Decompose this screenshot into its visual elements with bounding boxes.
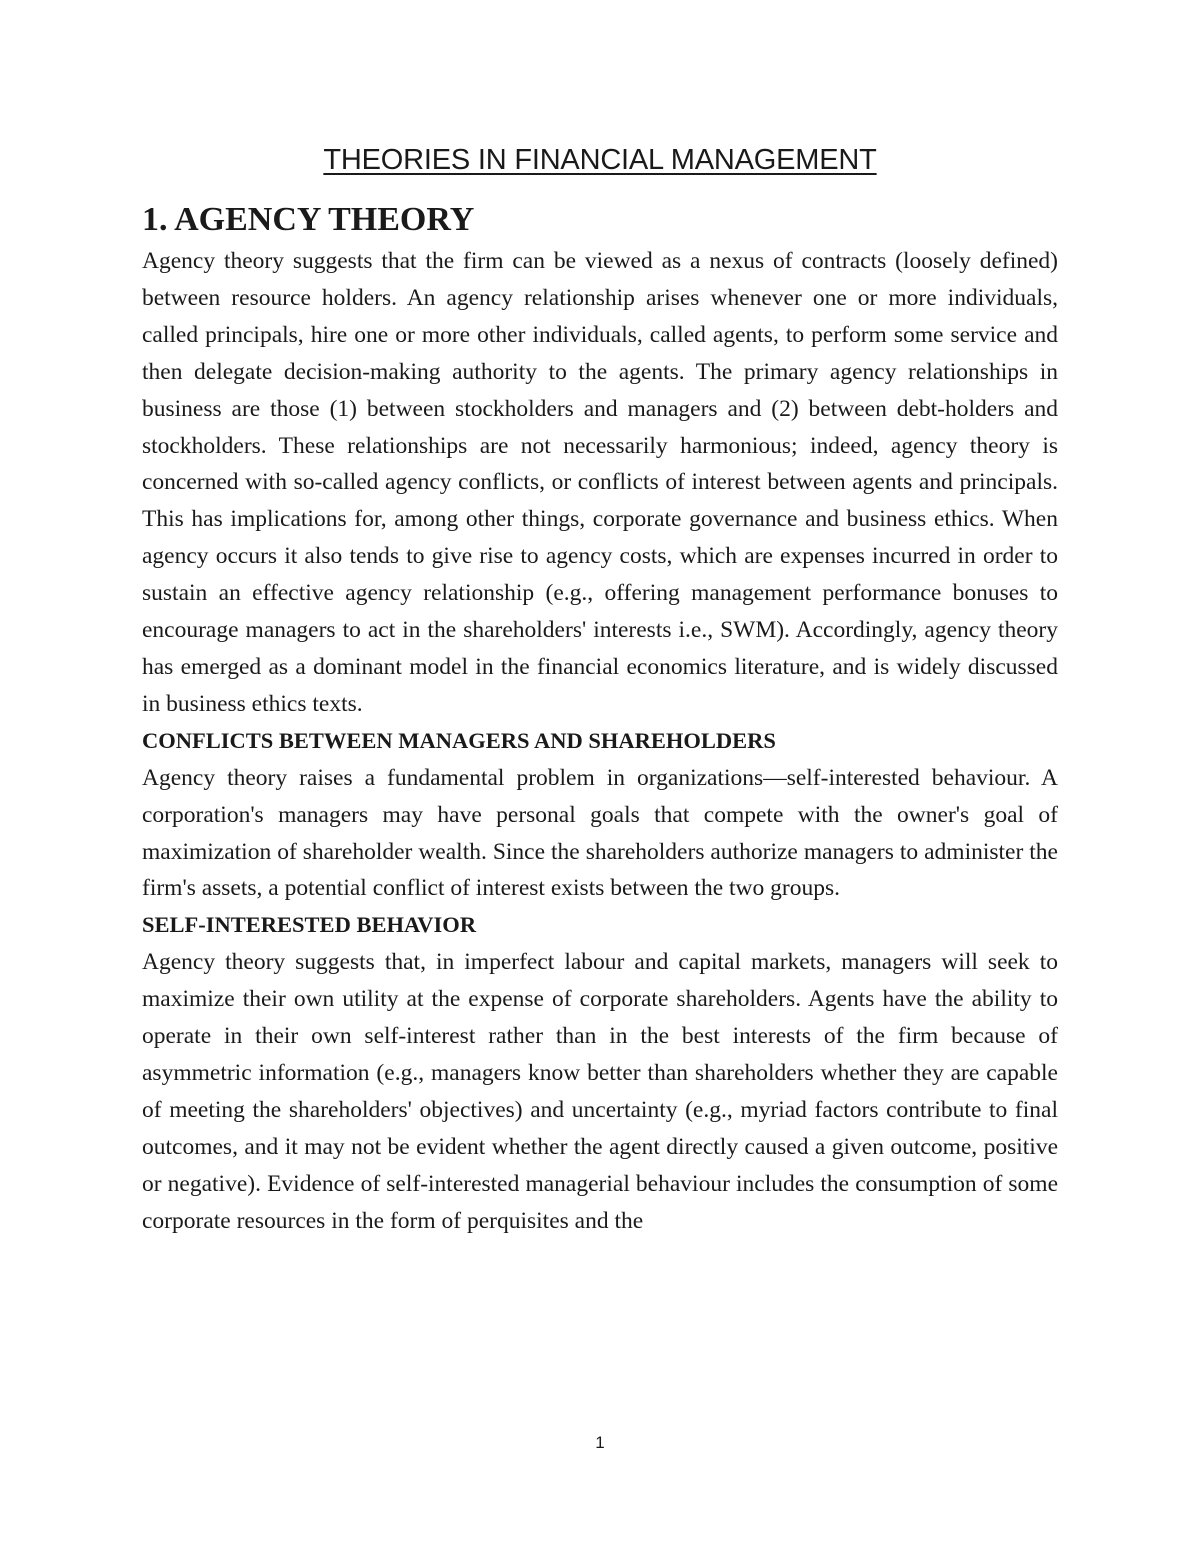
- page-number: 1: [595, 1433, 605, 1452]
- paragraph-agency-theory: Agency theory suggests that the firm can be viewed as a nexus of contracts (loosely defined) between resource holders. An agency relationship arises whenever one or more individuals, called principals, hire one or more other individuals, called agents, to perform some service and then delegate decision-making authority to the agents. The primary agency relationships in business are those (1) between stockholders and managers and (2) between debt-holders and stockholders. These relationships are not necessarily harmonious; indeed, agency theory is concerned with so-called agency conflicts, or conflicts of interest between agents and principals. This has implications for, among other things, corporate governance and business ethics. When agency occurs it also tends to give rise to agency costs, which are expenses incurred in order to sustain an effective agency relationship (e.g., offering management performance bonuses to encourage managers to act in the shareholders' interests i.e., SWM). Accordingly, agency theory has emerged as a dominant model in the financial economics literature, and is widely discussed in business ethics texts.: [142, 248, 1058, 717]
- document-title: THEORIES IN FINANCIAL MANAGEMENT: [323, 144, 877, 176]
- paragraph-conflicts: Agency theory raises a fundamental problem in organizations—self-interested behaviour. A corporation's managers may have personal goals that compete with the owner's goal of maximization of shareholder wealth. Since the shareholders authorize managers to administer the firm's assets, a potential conflict of interest exists between the two groups.: [142, 764, 1058, 902]
- section-heading-agency-theory: 1. AGENCY THEORY: [142, 201, 475, 238]
- section-heading-self-interested-behavior: SELF-INTERESTED BEHAVIOR: [142, 912, 477, 938]
- document-body: [142, 198, 1058, 1239]
- section-heading-conflicts: CONFLICTS BETWEEN MANAGERS AND SHAREHOLDERS: [142, 727, 776, 753]
- paragraph-self-interested-behavior: Agency theory suggests that, in imperfect labour and capital markets, managers will seek to maximize their own utility at the expense of corporate shareholders. Agents have the ability to operate in their own self-interest rather than in the best interests of the firm because of asymmetric information (e.g., managers know better than shareholders whether they are capable of meeting the shareholders' objectives) and uncertainty (e.g., myriad factors contribute to final outcomes, and it may not be evident whether the agent directly caused a given outcome, positive or negative). Evidence of self-interested managerial behaviour includes the consumption of some corporate resources in the form of perquisites and the: [142, 949, 1058, 1234]
